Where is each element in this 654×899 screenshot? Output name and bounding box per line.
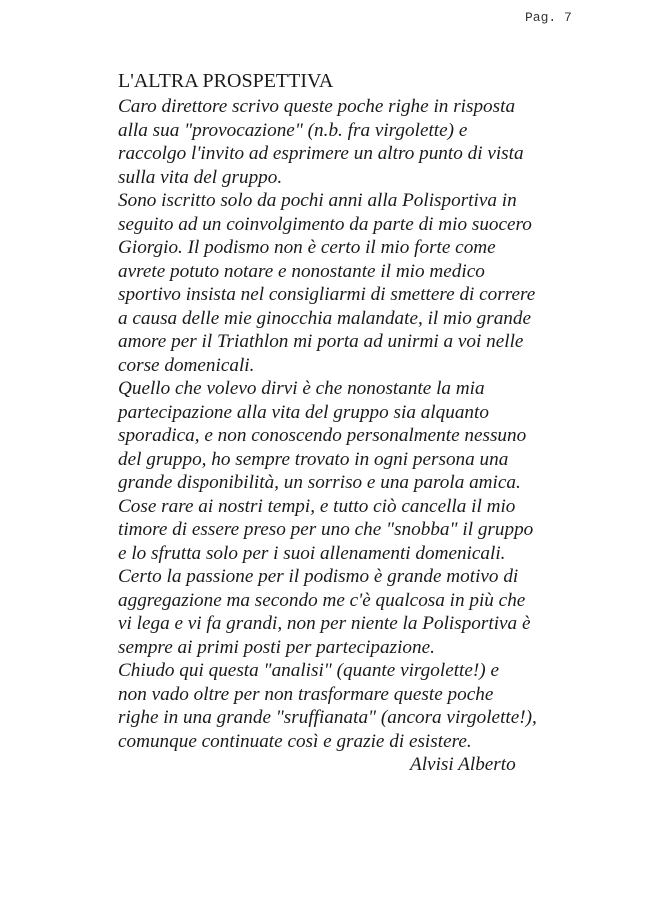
body-line: partecipazione alla vita del gruppo sia alquanto: [118, 401, 489, 423]
author-signature: Alvisi Alberto: [410, 754, 516, 775]
body-line: seguito ad un coinvolgimento da parte di mio suocero: [118, 213, 532, 235]
body-line: non vado oltre per non trasformare queste poche: [118, 683, 494, 705]
body-line: comunque continuate così e grazie di esistere.: [118, 730, 472, 752]
body-line: e lo sfrutta solo per i suoi allenamenti domenicali.: [118, 542, 506, 564]
body-line: raccolgo l'invito ad esprimere un altro punto di vista: [118, 143, 524, 164]
body-line: alla sua "provocazione" (n.b. fra virgolette) e: [118, 119, 468, 141]
article-title: L'ALTRA PROSPETTIVA: [118, 70, 334, 92]
body-line: Giorgio. Il podismo non è certo il mio forte come: [118, 237, 496, 258]
page-number: Pag. 7: [525, 10, 572, 25]
body-line: aggregazione ma secondo me c'è qualcosa in più che: [118, 589, 526, 611]
body-line: amore per il Triathlon mi porta ad unirmi a voi nelle: [118, 331, 524, 352]
article-body: [118, 95, 598, 777]
body-line: grande disponibilità, un sorriso e una parola amica.: [118, 472, 521, 493]
body-line: del gruppo, ho sempre trovato in ogni persona una: [118, 448, 509, 470]
body-line: Chiudo qui questa "analisi" (quante virgolette!) e: [118, 660, 499, 681]
body-line: a causa delle mie ginocchia malandate, il mio grande: [118, 307, 531, 329]
body-line: sulla vita del gruppo.: [118, 166, 283, 188]
body-line: vi lega e vi fa grandi, non per niente la Polisportiva è: [118, 613, 531, 634]
body-line: Quello che volevo dirvi è che nonostante la mia: [118, 378, 485, 399]
body-line: sportivo insista nel consigliarmi di smettere di correre: [118, 284, 536, 305]
body-line: Caro direttore scrivo queste poche righe in risposta: [118, 96, 516, 117]
body-line: Cose rare ai nostri tempi, e tutto ciò cancella il mio: [118, 495, 516, 517]
body-line: avrete potuto notare e nonostante il mio medico: [118, 260, 485, 282]
body-line: sempre ai primi posti per partecipazione.: [118, 636, 435, 658]
body-line: righe in una grande "sruffianata" (ancora virgolette!),: [118, 707, 537, 728]
body-line: Sono iscritto solo da pochi anni alla Polisportiva in: [118, 190, 517, 211]
body-line: corse domenicali.: [118, 354, 255, 376]
body-line: sporadica, e non conoscendo personalmente nessuno: [118, 425, 527, 446]
body-line: timore di essere preso per uno che "snobba" il gruppo: [118, 519, 534, 540]
body-line: Certo la passione per il podismo è grande motivo di: [118, 566, 519, 587]
